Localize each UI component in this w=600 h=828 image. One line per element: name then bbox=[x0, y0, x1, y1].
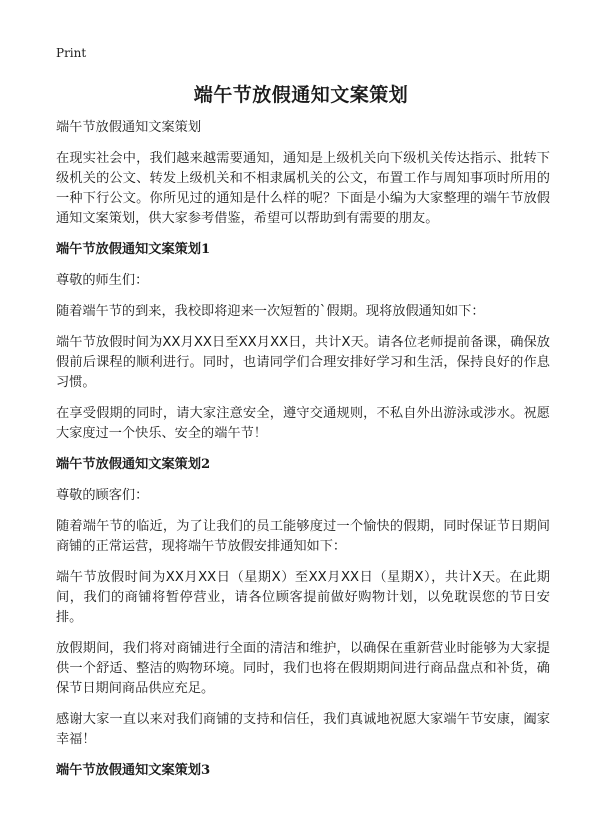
section-heading: 端午节放假通知文案策划2 bbox=[56, 457, 211, 472]
section-paragraph: 放假期间，我们将对商铺进行全面的清洁和维护，以确保在重新营业时能够为大家提供一个舒适、整洁的购物环境。同时，我们也将在假期期间进行商品盘点和补货，确保节日期间商品供应充足。 bbox=[56, 641, 550, 696]
section-paragraph: 随着端午节的临近，为了让我们的员工能够度过一个愉快的假期，同时保证节日期间商铺的正常运营，现将端午节放假安排通知如下： bbox=[56, 519, 550, 554]
document-body bbox=[56, 118, 550, 792]
section-paragraph: 随着端午节的到来，我校即将迎来一次短暂的`假期。现将放假通知如下： bbox=[56, 304, 485, 319]
section-paragraph: 端午节放假时间为XX月XX日至XX月XX日，共计X天。请各位老师提前备课，确保放假前后课程的顺利进行。同时，也请同学们合理安排好学习和生活，保持良好的作息习惯。 bbox=[56, 335, 550, 390]
section-paragraph: 感谢大家一直以来对我们商铺的支持和信任，我们真诚地祝愿大家端午节安康，阖家幸福！ bbox=[56, 712, 550, 747]
intro-paragraph: 在现实社会中，我们越来越需要通知，通知是上级机关向下级机关传达指示、批转下级机关的公文、转发上级机关和不相隶属机关的公文，布置工作与周知事项时所用的一种下行公文。你所见过的通知是什么样的呢？下面是小编为大家整理的端午节放假通知文案策划，供大家参考借鉴，希望可以帮助到有需要的朋友。 bbox=[56, 151, 550, 226]
page-title: 端午节放假通知文案策划 bbox=[193, 84, 409, 106]
print-label[interactable]: Print bbox=[56, 46, 87, 60]
section-paragraph: 端午节放假时间为XX月XX日（星期X）至XX月XX日（星期X），共计X天。在此期间，我们的商铺将暂停营业，请各位顾客提前做好购物计划，以免耽误您的节日安排。 bbox=[56, 570, 550, 625]
section-heading: 端午节放假通知文案策划3 bbox=[56, 763, 211, 778]
document-subtitle: 端午节放假通知文案策划 bbox=[56, 120, 202, 135]
section-paragraph: 尊敬的顾客们： bbox=[56, 488, 149, 503]
section-2 bbox=[56, 455, 550, 750]
section-paragraph: 尊敬的师生们： bbox=[56, 273, 149, 288]
section-paragraph: 在享受假期的同时，请大家注意安全，遵守交通规则，不私自外出游泳或涉水。祝愿大家度过一个快乐、安全的端午节！ bbox=[56, 406, 550, 441]
section-1 bbox=[56, 240, 550, 444]
section-3 bbox=[56, 761, 550, 781]
section-heading: 端午节放假通知文案策划1 bbox=[56, 242, 211, 257]
